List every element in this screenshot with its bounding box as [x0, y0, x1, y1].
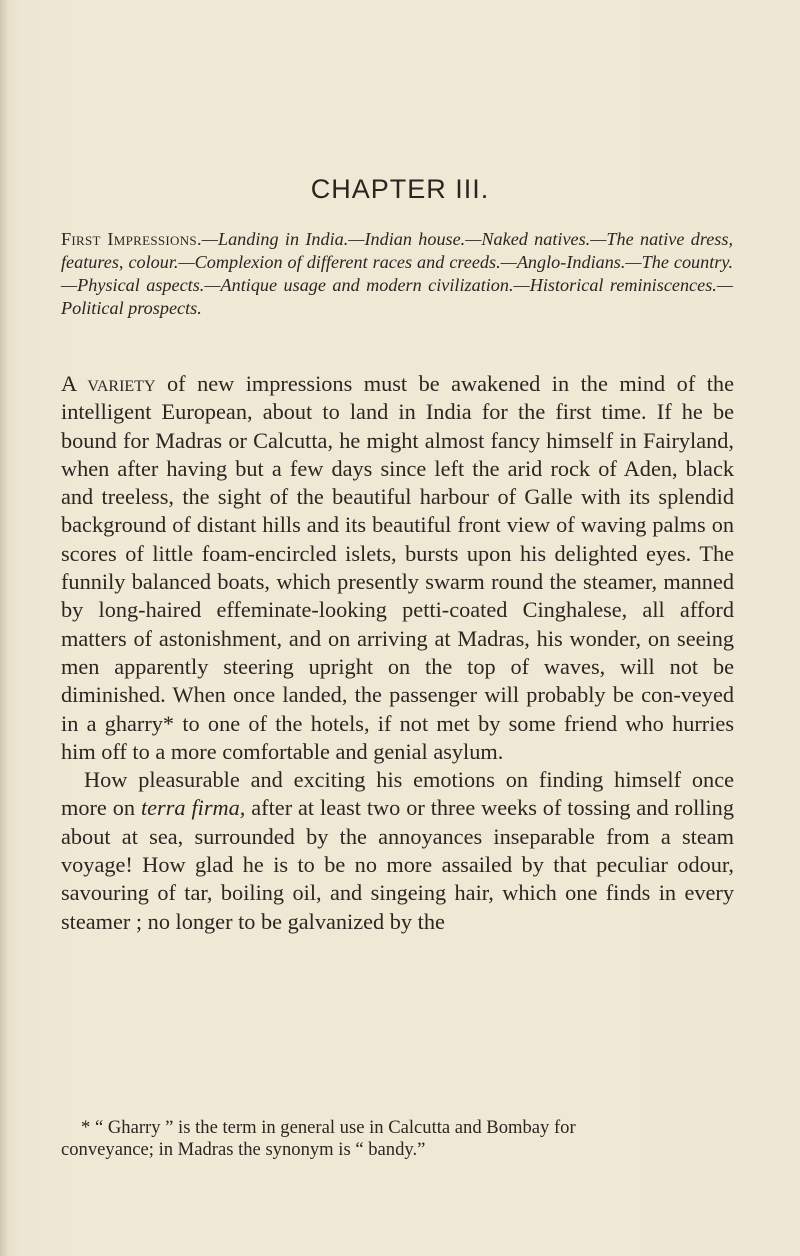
summary-items: —Landing in India.—Indian house.—Naked natives.—The native dress, features, colour.—Complexion of different races and creeds.—Anglo-Indians.—The country.—Physical aspects.—Antique usage and modern civilization.—Historical reminiscences.—Political prospects.: [61, 229, 733, 318]
paragraph-2: [61, 766, 734, 936]
chapter-heading: CHAPTER III.: [310, 174, 490, 204]
chapter-body: [61, 370, 734, 936]
footnote-line-1: * “ Gharry ” is the term in general use in Calcutta and Bombay for: [81, 1117, 576, 1138]
summary-lead: First Impressions.: [61, 229, 202, 249]
paragraph-2-emphasis: terra firma,: [140, 795, 246, 821]
paragraph-2-text-end: after at least two or three weeks of tossing and rolling about at sea, surrounded by the annoyances inseparable from a steam voyage! How glad he is to be no more assailed by that peculiar odour, savouring of tar, boiling oil, and singeing hair, which one finds in every steamer ; no longer to be galvanized by the: [61, 795, 734, 934]
chapter-summary: [61, 228, 733, 320]
paragraph-1-text: of new impressions must be awakened in the mind of the intelligent European, about to land in India for the first time. If he be bound for Madras or Calcutta, he might almost fancy himself in Fairyland, when after having but a few days since left the arid rock of Aden, black and treeless, the sight of the beautiful harbour of Galle with its splendid background of distant hills and its beautiful front view of waving palms on scores of little foam-encircled islets, bursts upon his delighted eyes. The funnily balanced boats, which presently swarm round the steamer, manned by long-haired effeminate-looking petti-coated Cinghalese, all afford matters of astonishment, and on arriving at Madras, his wonder, on seeing men apparently steering upright on the top of waves, will not be diminished. When once landed, the passenger will probably be con-veyed in a gharry* to one of the hotels, if not met by some friend who hurries him off to a more comfortable and genial asylum.: [61, 371, 734, 764]
footnote: [61, 1117, 734, 1161]
footnote-line-2: conveyance; in Madras the synonym is “ bandy.”: [61, 1139, 426, 1160]
paragraph-1: [61, 370, 734, 766]
paragraph-1-opening: A variety: [61, 371, 156, 396]
paragraph-2-text-start: How pleasurable and exciting his emotions on finding himself once more on: [61, 767, 734, 821]
